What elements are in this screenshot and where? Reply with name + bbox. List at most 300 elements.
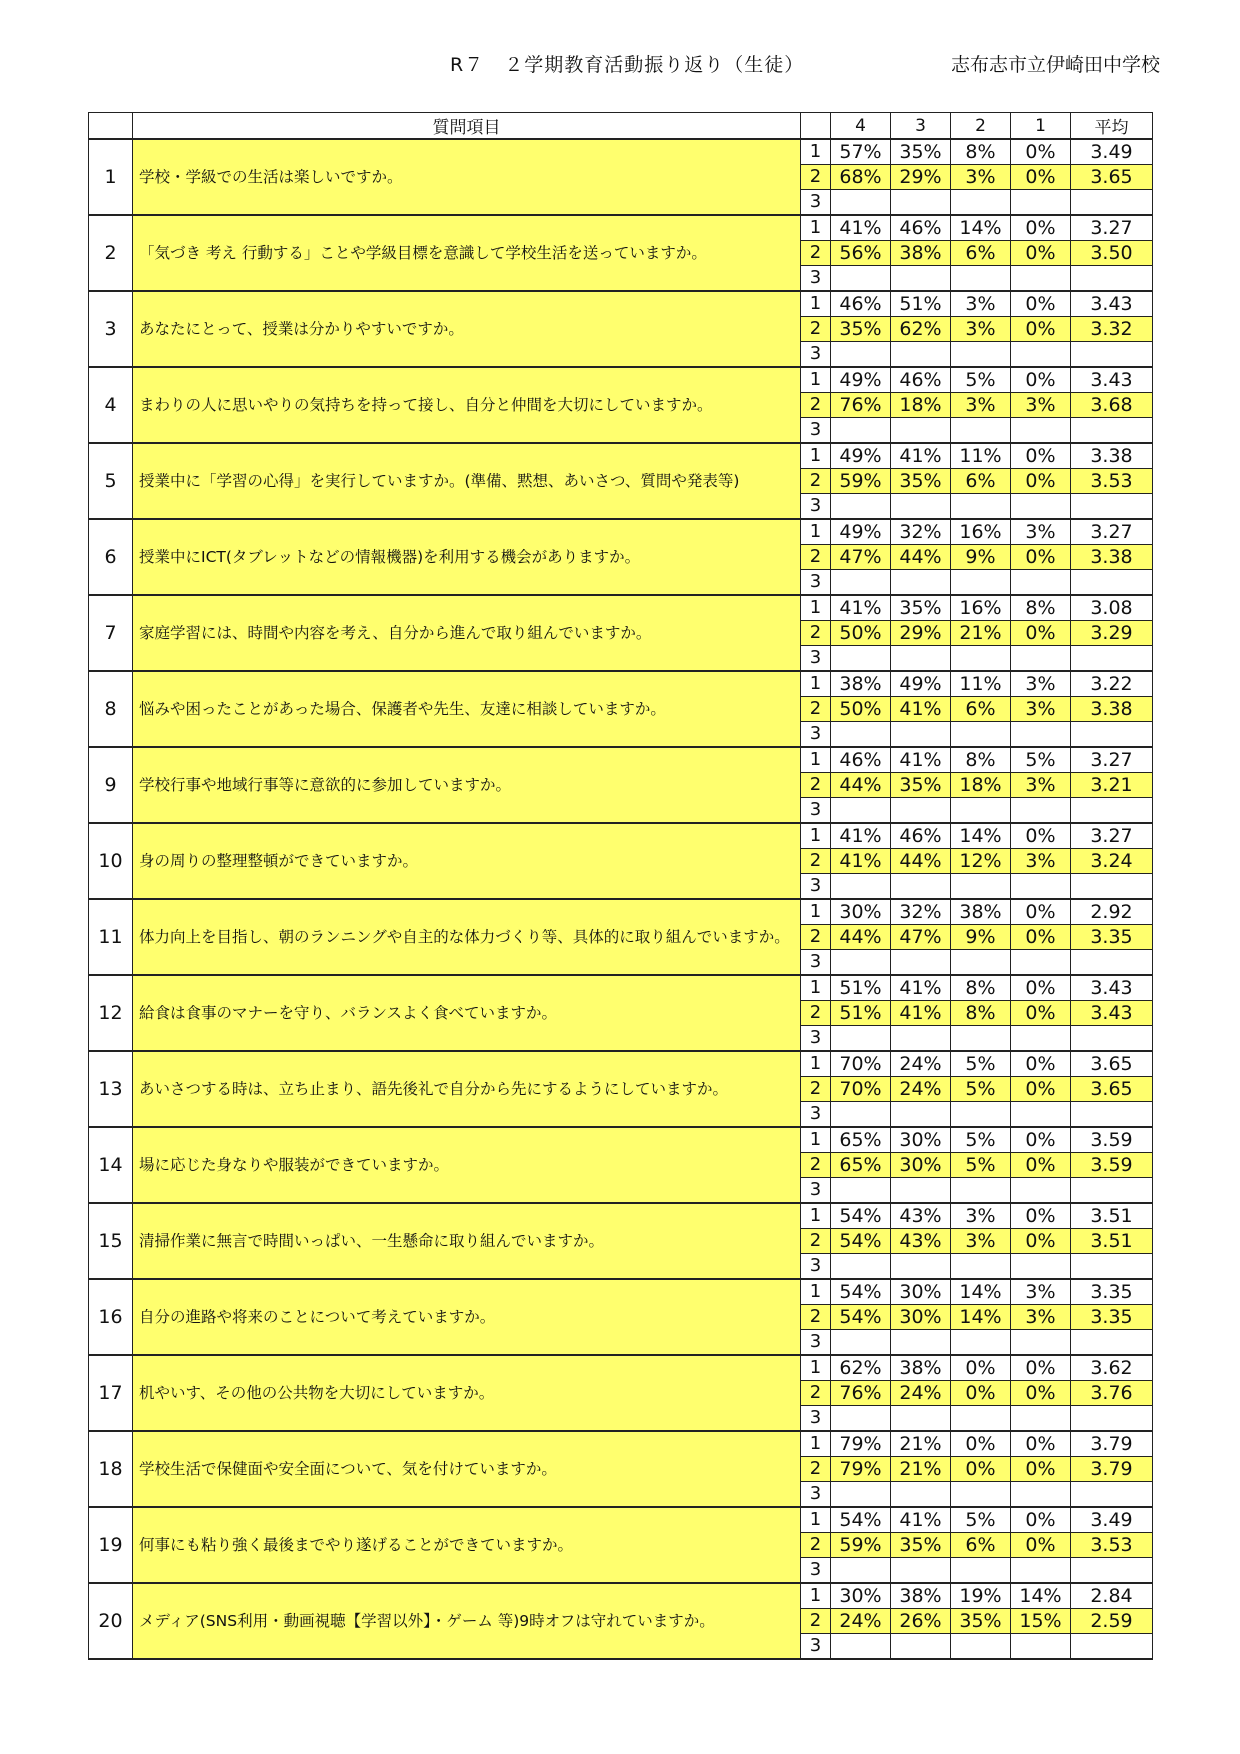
term-label: 1 xyxy=(801,1051,831,1077)
cell-1 xyxy=(1011,1634,1071,1660)
question-number: 12 xyxy=(89,975,133,1051)
cell-2 xyxy=(951,722,1011,748)
term-label: 2 xyxy=(801,241,831,266)
term-label: 1 xyxy=(801,443,831,469)
table-row xyxy=(89,975,1153,1001)
question-text: あなたにとって、授業は分かりやすいですか。 xyxy=(133,291,801,367)
term-label: 1 xyxy=(801,139,831,165)
cell-1: 3% xyxy=(1011,393,1071,418)
cell-3 xyxy=(891,798,951,824)
cell-average: 3.51 xyxy=(1071,1229,1153,1254)
cell-2: 14% xyxy=(951,215,1011,241)
cell-average xyxy=(1071,1026,1153,1052)
cell-1: 0% xyxy=(1011,545,1071,570)
cell-average: 3.62 xyxy=(1071,1355,1153,1381)
cell-2: 5% xyxy=(951,367,1011,393)
cell-3: 30% xyxy=(891,1153,951,1178)
cell-1: 3% xyxy=(1011,1279,1071,1305)
question-text: 授業中に「学習の心得」を実行していますか。(準備、黙想、あいさつ、質問や発表等) xyxy=(133,443,801,519)
cell-average: 3.38 xyxy=(1071,697,1153,722)
cell-1: 3% xyxy=(1011,697,1071,722)
survey-table xyxy=(88,112,1153,1660)
cell-1: 0% xyxy=(1011,241,1071,266)
cell-average: 3.35 xyxy=(1071,1279,1153,1305)
cell-3: 35% xyxy=(891,773,951,798)
cell-4: 24% xyxy=(831,1609,891,1634)
cell-2: 8% xyxy=(951,747,1011,773)
cell-3: 30% xyxy=(891,1127,951,1153)
cell-2 xyxy=(951,1406,1011,1432)
cell-average: 3.38 xyxy=(1071,545,1153,570)
cell-4: 46% xyxy=(831,291,891,317)
cell-1: 0% xyxy=(1011,291,1071,317)
cell-3: 41% xyxy=(891,443,951,469)
cell-3: 35% xyxy=(891,469,951,494)
cell-2: 38% xyxy=(951,899,1011,925)
cell-1: 3% xyxy=(1011,849,1071,874)
cell-average: 3.35 xyxy=(1071,925,1153,950)
cell-average: 3.32 xyxy=(1071,317,1153,342)
term-label: 2 xyxy=(801,621,831,646)
cell-1: 0% xyxy=(1011,1203,1071,1229)
cell-3 xyxy=(891,950,951,976)
cell-average: 3.79 xyxy=(1071,1431,1153,1457)
cell-average: 3.51 xyxy=(1071,1203,1153,1229)
term-label: 2 xyxy=(801,1457,831,1482)
term-label: 2 xyxy=(801,1533,831,1558)
cell-average: 3.49 xyxy=(1071,1507,1153,1533)
question-number: 20 xyxy=(89,1583,133,1659)
cell-4: 68% xyxy=(831,165,891,190)
cell-1 xyxy=(1011,1102,1071,1128)
cell-1: 0% xyxy=(1011,1077,1071,1102)
question-text: 自分の進路や将来のことについて考えていますか。 xyxy=(133,1279,801,1355)
cell-4 xyxy=(831,1178,891,1204)
cell-1: 0% xyxy=(1011,1533,1071,1558)
term-label: 1 xyxy=(801,823,831,849)
cell-1: 8% xyxy=(1011,595,1071,621)
cell-4: 46% xyxy=(831,747,891,773)
cell-4: 76% xyxy=(831,393,891,418)
cell-4: 54% xyxy=(831,1507,891,1533)
cell-2: 6% xyxy=(951,697,1011,722)
term-label: 1 xyxy=(801,595,831,621)
question-text: 場に応じた身なりや服装ができていますか。 xyxy=(133,1127,801,1203)
cell-average xyxy=(1071,798,1153,824)
cell-average: 3.38 xyxy=(1071,443,1153,469)
cell-3 xyxy=(891,1558,951,1584)
cell-4 xyxy=(831,570,891,596)
cell-average xyxy=(1071,418,1153,444)
cell-3: 41% xyxy=(891,697,951,722)
cell-2 xyxy=(951,1178,1011,1204)
term-label: 1 xyxy=(801,671,831,697)
cell-1: 0% xyxy=(1011,443,1071,469)
question-number: 15 xyxy=(89,1203,133,1279)
table-row xyxy=(89,519,1153,545)
cell-1: 0% xyxy=(1011,1381,1071,1406)
cell-1 xyxy=(1011,1330,1071,1356)
cell-2: 9% xyxy=(951,925,1011,950)
table-row xyxy=(89,443,1153,469)
cell-4 xyxy=(831,494,891,520)
question-text: 机やいす、その他の公共物を大切にしていますか。 xyxy=(133,1355,801,1431)
cell-2: 3% xyxy=(951,393,1011,418)
cell-3 xyxy=(891,1634,951,1660)
cell-2: 3% xyxy=(951,317,1011,342)
header-cell-2: 2 xyxy=(951,113,1011,140)
table-row xyxy=(89,367,1153,393)
cell-2: 5% xyxy=(951,1051,1011,1077)
cell-4: 50% xyxy=(831,621,891,646)
term-label: 1 xyxy=(801,1203,831,1229)
cell-3: 18% xyxy=(891,393,951,418)
cell-average: 3.59 xyxy=(1071,1127,1153,1153)
cell-3: 38% xyxy=(891,1355,951,1381)
cell-4: 41% xyxy=(831,215,891,241)
cell-4: 41% xyxy=(831,849,891,874)
term-label: 2 xyxy=(801,545,831,570)
term-label: 3 xyxy=(801,874,831,900)
cell-average xyxy=(1071,494,1153,520)
cell-3: 38% xyxy=(891,1583,951,1609)
cell-3 xyxy=(891,1482,951,1508)
question-number: 19 xyxy=(89,1507,133,1583)
cell-average: 3.24 xyxy=(1071,849,1153,874)
question-text: 清掃作業に無言で時間いっぱい、一生懸命に取り組んでいますか。 xyxy=(133,1203,801,1279)
question-number: 5 xyxy=(89,443,133,519)
question-text: メディア(SNS利用・動画視聴【学習以外】・ゲーム 等)9時オフは守れていますか。 xyxy=(133,1583,801,1659)
cell-4: 70% xyxy=(831,1051,891,1077)
header-cell-3: 3 xyxy=(891,113,951,140)
cell-3 xyxy=(891,1178,951,1204)
question-text: 悩みや困ったことがあった場合、保護者や先生、友達に相談していますか。 xyxy=(133,671,801,747)
cell-4 xyxy=(831,646,891,672)
cell-3: 29% xyxy=(891,165,951,190)
cell-1: 0% xyxy=(1011,1051,1071,1077)
cell-4: 30% xyxy=(831,899,891,925)
cell-4: 56% xyxy=(831,241,891,266)
cell-average: 3.35 xyxy=(1071,1305,1153,1330)
cell-2: 21% xyxy=(951,621,1011,646)
term-label: 1 xyxy=(801,519,831,545)
cell-2: 35% xyxy=(951,1609,1011,1634)
question-number: 6 xyxy=(89,519,133,595)
cell-2: 14% xyxy=(951,1305,1011,1330)
cell-average xyxy=(1071,570,1153,596)
cell-4 xyxy=(831,342,891,368)
cell-2: 8% xyxy=(951,139,1011,165)
cell-4 xyxy=(831,874,891,900)
term-label: 2 xyxy=(801,317,831,342)
cell-2: 8% xyxy=(951,975,1011,1001)
cell-1 xyxy=(1011,1558,1071,1584)
table-row xyxy=(89,139,1153,165)
cell-1: 0% xyxy=(1011,621,1071,646)
cell-average xyxy=(1071,1482,1153,1508)
cell-4 xyxy=(831,1330,891,1356)
term-label: 3 xyxy=(801,266,831,292)
question-text: 学校行事や地域行事等に意欲的に参加していますか。 xyxy=(133,747,801,823)
cell-3: 38% xyxy=(891,241,951,266)
term-label: 3 xyxy=(801,570,831,596)
cell-2: 5% xyxy=(951,1507,1011,1533)
cell-3: 21% xyxy=(891,1431,951,1457)
cell-4: 54% xyxy=(831,1203,891,1229)
cell-1 xyxy=(1011,874,1071,900)
table-row xyxy=(89,899,1153,925)
question-number: 4 xyxy=(89,367,133,443)
header-cell-no xyxy=(89,113,133,140)
cell-2 xyxy=(951,342,1011,368)
question-number: 9 xyxy=(89,747,133,823)
cell-1: 0% xyxy=(1011,1507,1071,1533)
cell-4 xyxy=(831,190,891,216)
table-row xyxy=(89,291,1153,317)
cell-4: 79% xyxy=(831,1431,891,1457)
question-text: 体力向上を目指し、朝のランニングや自主的な体力づくり等、具体的に取り組んでいますか。 xyxy=(133,899,801,975)
term-label: 1 xyxy=(801,1127,831,1153)
cell-3: 21% xyxy=(891,1457,951,1482)
cell-1 xyxy=(1011,1482,1071,1508)
cell-4 xyxy=(831,1102,891,1128)
cell-4: 54% xyxy=(831,1305,891,1330)
term-label: 3 xyxy=(801,1254,831,1280)
term-label: 3 xyxy=(801,646,831,672)
term-label: 1 xyxy=(801,1583,831,1609)
cell-3: 41% xyxy=(891,975,951,1001)
cell-3: 47% xyxy=(891,925,951,950)
term-label: 3 xyxy=(801,1558,831,1584)
cell-1 xyxy=(1011,722,1071,748)
cell-4: 62% xyxy=(831,1355,891,1381)
term-label: 3 xyxy=(801,950,831,976)
cell-4: 38% xyxy=(831,671,891,697)
cell-average: 3.22 xyxy=(1071,671,1153,697)
cell-1: 3% xyxy=(1011,1305,1071,1330)
term-label: 1 xyxy=(801,1355,831,1381)
cell-3: 46% xyxy=(891,215,951,241)
cell-4: 44% xyxy=(831,773,891,798)
cell-1 xyxy=(1011,342,1071,368)
term-label: 1 xyxy=(801,899,831,925)
table-row xyxy=(89,1203,1153,1229)
cell-3 xyxy=(891,1406,951,1432)
cell-4: 51% xyxy=(831,975,891,1001)
cell-average xyxy=(1071,1330,1153,1356)
cell-2: 5% xyxy=(951,1153,1011,1178)
cell-4: 35% xyxy=(831,317,891,342)
table-row xyxy=(89,1127,1153,1153)
cell-1: 0% xyxy=(1011,317,1071,342)
cell-4: 59% xyxy=(831,469,891,494)
cell-average: 3.27 xyxy=(1071,747,1153,773)
table-header-row xyxy=(89,113,1153,140)
cell-2: 0% xyxy=(951,1381,1011,1406)
cell-1: 0% xyxy=(1011,215,1071,241)
question-number: 8 xyxy=(89,671,133,747)
cell-3: 43% xyxy=(891,1229,951,1254)
cell-3: 41% xyxy=(891,747,951,773)
cell-4 xyxy=(831,722,891,748)
cell-4: 30% xyxy=(831,1583,891,1609)
cell-average: 3.53 xyxy=(1071,469,1153,494)
term-label: 2 xyxy=(801,773,831,798)
cell-average: 3.43 xyxy=(1071,975,1153,1001)
term-label: 3 xyxy=(801,342,831,368)
cell-4: 41% xyxy=(831,823,891,849)
cell-4: 54% xyxy=(831,1279,891,1305)
cell-average: 2.59 xyxy=(1071,1609,1153,1634)
term-label: 1 xyxy=(801,215,831,241)
term-label: 2 xyxy=(801,1305,831,1330)
cell-1: 0% xyxy=(1011,1153,1071,1178)
cell-2: 9% xyxy=(951,545,1011,570)
term-label: 3 xyxy=(801,798,831,824)
cell-4 xyxy=(831,1026,891,1052)
cell-1: 0% xyxy=(1011,139,1071,165)
cell-2: 6% xyxy=(951,241,1011,266)
cell-2 xyxy=(951,266,1011,292)
cell-3: 43% xyxy=(891,1203,951,1229)
cell-2: 16% xyxy=(951,519,1011,545)
cell-3: 32% xyxy=(891,899,951,925)
cell-1: 0% xyxy=(1011,1355,1071,1381)
cell-2: 14% xyxy=(951,1279,1011,1305)
cell-3: 30% xyxy=(891,1305,951,1330)
cell-1 xyxy=(1011,494,1071,520)
cell-4 xyxy=(831,1558,891,1584)
cell-4 xyxy=(831,1634,891,1660)
term-label: 3 xyxy=(801,494,831,520)
cell-3 xyxy=(891,190,951,216)
cell-2: 0% xyxy=(951,1457,1011,1482)
cell-3 xyxy=(891,1254,951,1280)
cell-2: 3% xyxy=(951,165,1011,190)
cell-2 xyxy=(951,646,1011,672)
question-text: 身の周りの整理整頓ができていますか。 xyxy=(133,823,801,899)
cell-3: 35% xyxy=(891,1533,951,1558)
cell-2 xyxy=(951,190,1011,216)
cell-3 xyxy=(891,266,951,292)
cell-3: 41% xyxy=(891,1001,951,1026)
cell-3: 51% xyxy=(891,291,951,317)
cell-4 xyxy=(831,1406,891,1432)
cell-average: 3.29 xyxy=(1071,621,1153,646)
cell-3: 35% xyxy=(891,139,951,165)
cell-3: 44% xyxy=(891,545,951,570)
cell-average xyxy=(1071,722,1153,748)
table-row xyxy=(89,823,1153,849)
cell-average xyxy=(1071,342,1153,368)
cell-2 xyxy=(951,798,1011,824)
question-number: 16 xyxy=(89,1279,133,1355)
table-row xyxy=(89,1583,1153,1609)
cell-1: 15% xyxy=(1011,1609,1071,1634)
table-row xyxy=(89,747,1153,773)
cell-2: 11% xyxy=(951,443,1011,469)
cell-average: 3.27 xyxy=(1071,823,1153,849)
cell-2: 3% xyxy=(951,1203,1011,1229)
cell-average xyxy=(1071,1102,1153,1128)
question-number: 10 xyxy=(89,823,133,899)
cell-average: 3.08 xyxy=(1071,595,1153,621)
cell-2: 5% xyxy=(951,1127,1011,1153)
cell-average xyxy=(1071,1178,1153,1204)
question-text: 授業中にICT(タブレットなどの情報機器)を利用する機会がありますか。 xyxy=(133,519,801,595)
table-row xyxy=(89,1431,1153,1457)
cell-4: 41% xyxy=(831,595,891,621)
cell-4: 79% xyxy=(831,1457,891,1482)
cell-2: 16% xyxy=(951,595,1011,621)
cell-2: 8% xyxy=(951,1001,1011,1026)
cell-3: 24% xyxy=(891,1381,951,1406)
cell-1: 0% xyxy=(1011,1001,1071,1026)
cell-4: 65% xyxy=(831,1153,891,1178)
cell-1: 3% xyxy=(1011,519,1071,545)
cell-4: 49% xyxy=(831,367,891,393)
cell-3 xyxy=(891,418,951,444)
cell-3: 35% xyxy=(891,595,951,621)
cell-3: 41% xyxy=(891,1507,951,1533)
cell-3: 62% xyxy=(891,317,951,342)
cell-4 xyxy=(831,266,891,292)
term-label: 3 xyxy=(801,190,831,216)
term-label: 3 xyxy=(801,1482,831,1508)
cell-1 xyxy=(1011,418,1071,444)
term-label: 2 xyxy=(801,1153,831,1178)
cell-average: 2.84 xyxy=(1071,1583,1153,1609)
cell-1: 0% xyxy=(1011,899,1071,925)
cell-4: 76% xyxy=(831,1381,891,1406)
cell-average: 3.43 xyxy=(1071,291,1153,317)
term-label: 2 xyxy=(801,1229,831,1254)
cell-3 xyxy=(891,1330,951,1356)
cell-1 xyxy=(1011,1178,1071,1204)
cell-1 xyxy=(1011,266,1071,292)
cell-1: 0% xyxy=(1011,165,1071,190)
cell-average: 3.65 xyxy=(1071,165,1153,190)
cell-3: 24% xyxy=(891,1077,951,1102)
cell-1: 3% xyxy=(1011,773,1071,798)
question-number: 2 xyxy=(89,215,133,291)
cell-1: 0% xyxy=(1011,469,1071,494)
term-label: 2 xyxy=(801,469,831,494)
question-text: あいさつする時は、立ち止まり、語先後礼で自分から先にするようにしていますか。 xyxy=(133,1051,801,1127)
cell-3 xyxy=(891,722,951,748)
cell-2: 18% xyxy=(951,773,1011,798)
cell-average: 3.53 xyxy=(1071,1533,1153,1558)
cell-average: 3.76 xyxy=(1071,1381,1153,1406)
cell-3 xyxy=(891,570,951,596)
question-number: 17 xyxy=(89,1355,133,1431)
cell-1: 0% xyxy=(1011,367,1071,393)
cell-average xyxy=(1071,1406,1153,1432)
cell-3 xyxy=(891,342,951,368)
cell-average xyxy=(1071,266,1153,292)
cell-average: 3.65 xyxy=(1071,1077,1153,1102)
term-label: 3 xyxy=(801,1634,831,1660)
header-cell-1: 1 xyxy=(1011,113,1071,140)
term-label: 2 xyxy=(801,1001,831,1026)
cell-average: 3.43 xyxy=(1071,1001,1153,1026)
question-number: 11 xyxy=(89,899,133,975)
cell-average: 3.49 xyxy=(1071,139,1153,165)
cell-3 xyxy=(891,874,951,900)
cell-2: 19% xyxy=(951,1583,1011,1609)
cell-2 xyxy=(951,570,1011,596)
cell-2: 0% xyxy=(951,1431,1011,1457)
